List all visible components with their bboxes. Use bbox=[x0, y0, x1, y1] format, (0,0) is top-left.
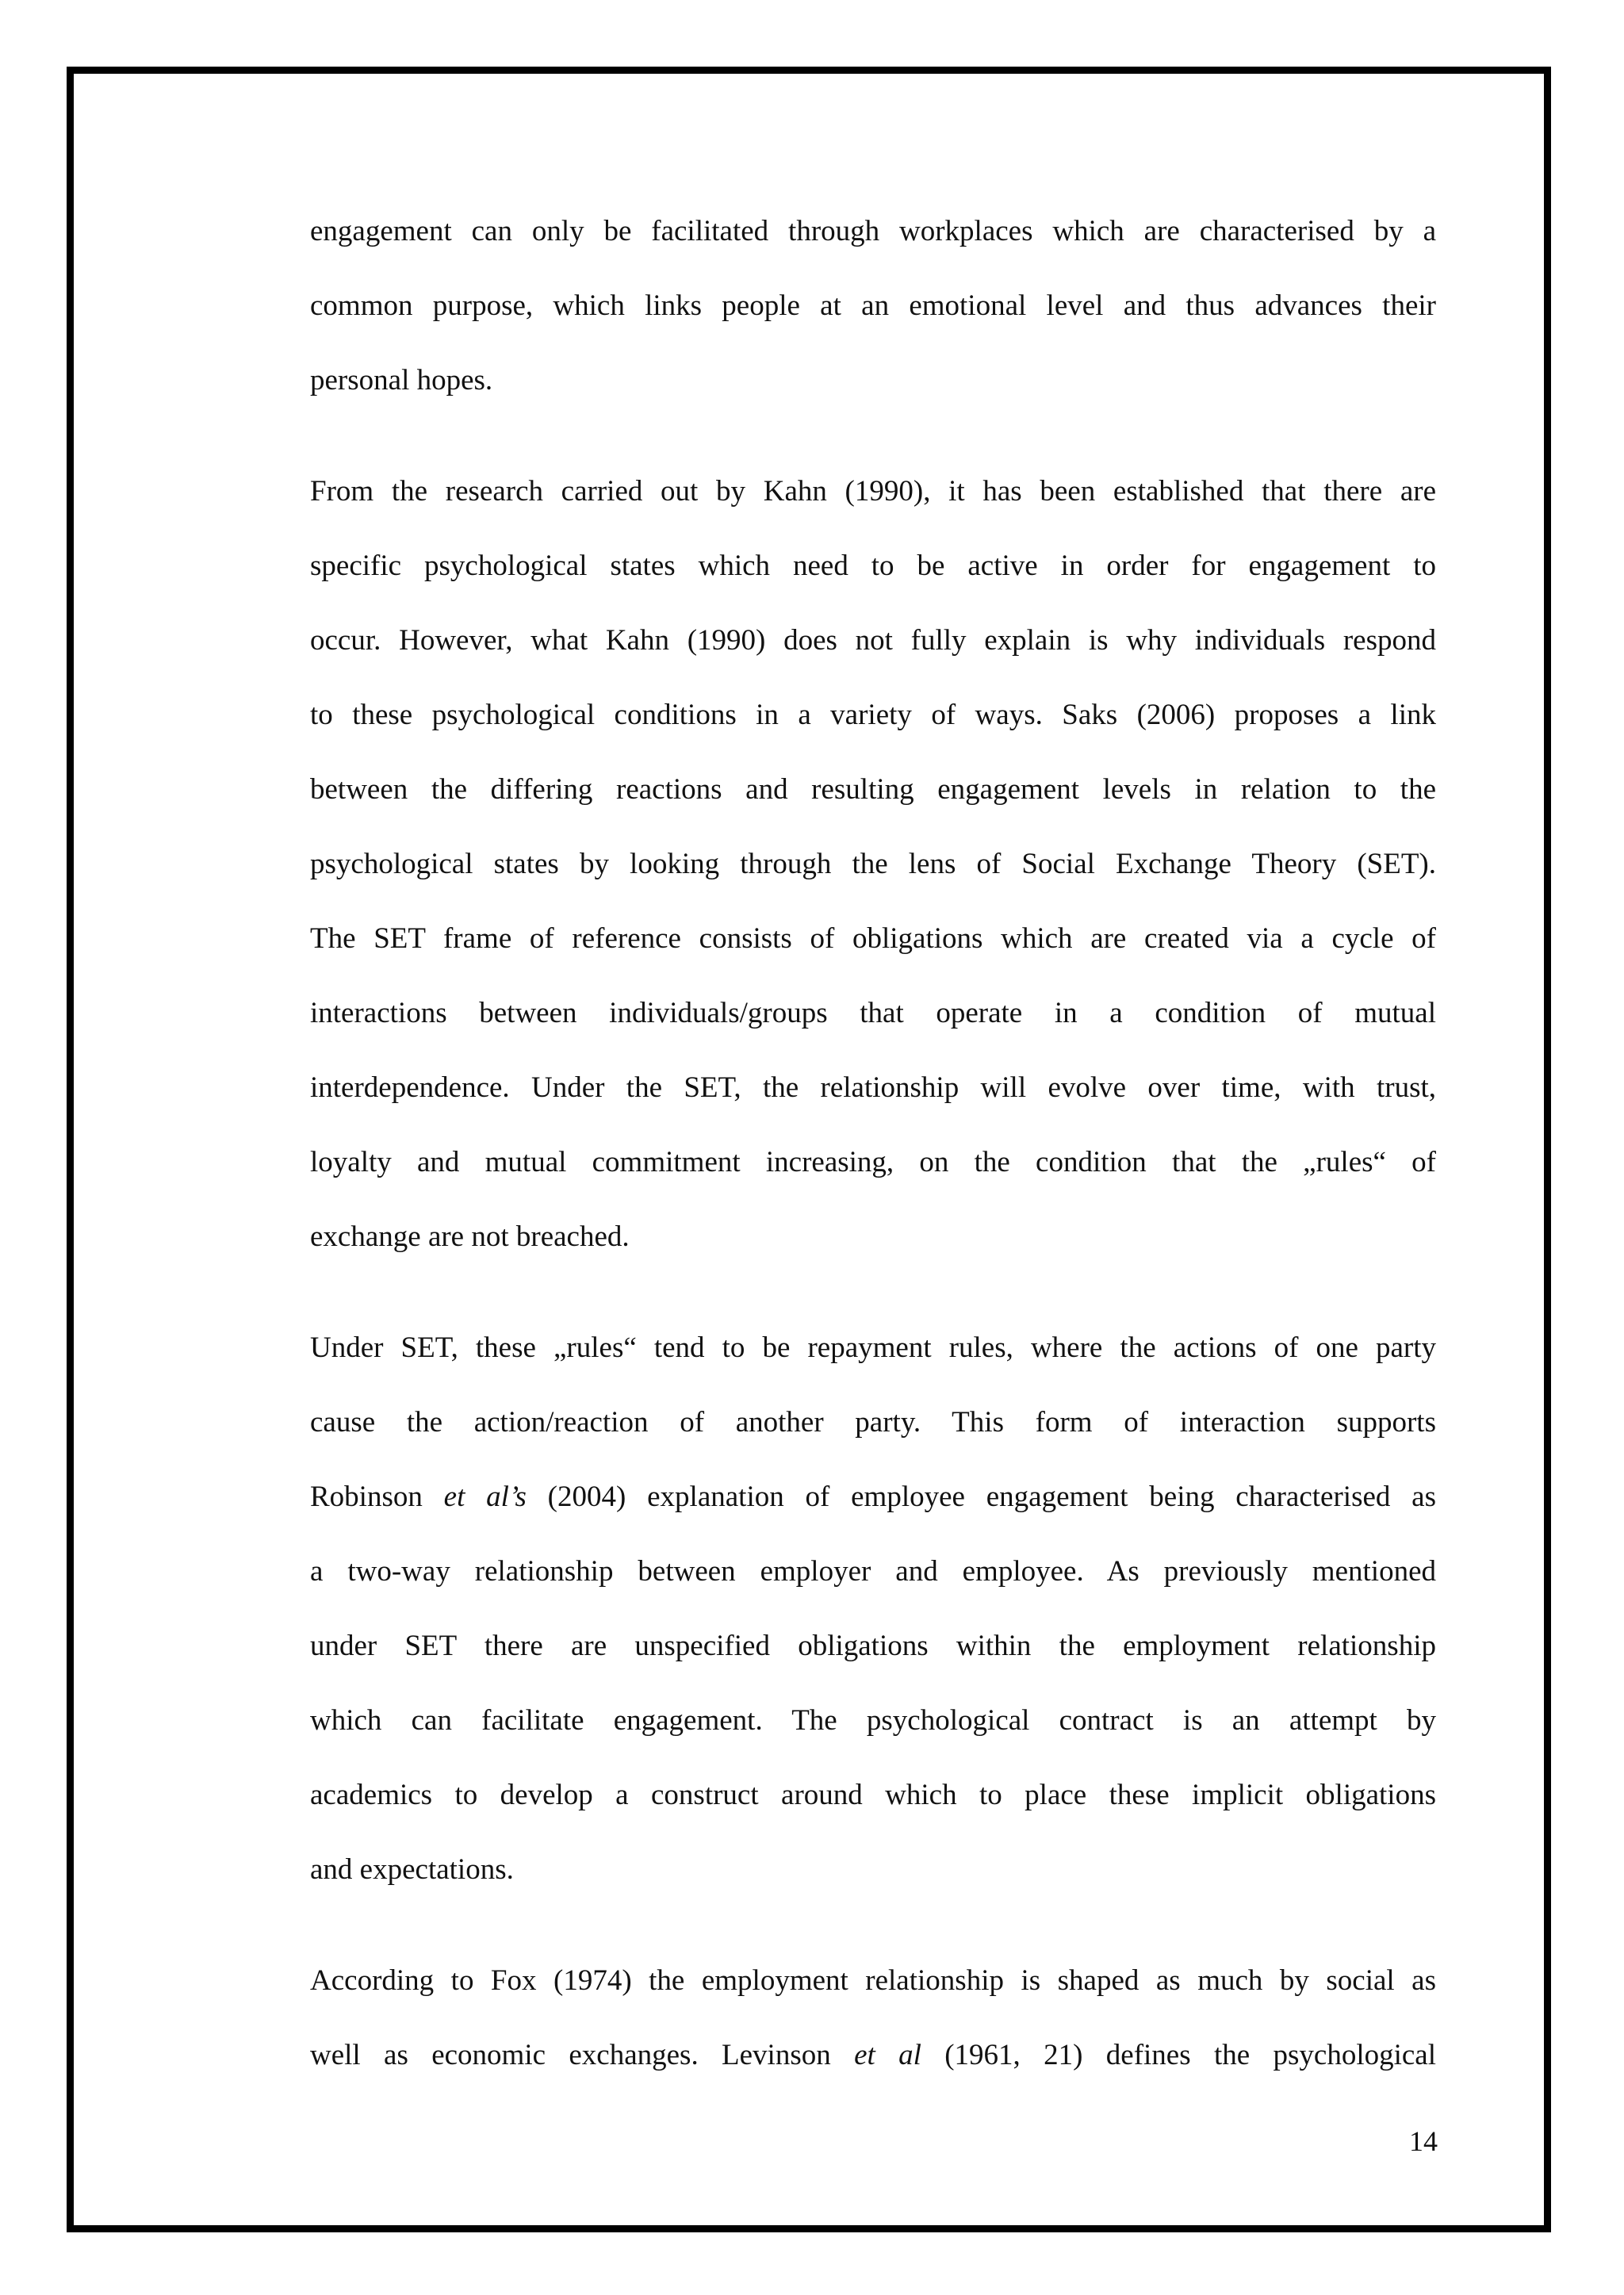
text-line: cause the action/reaction of another party. This form of interaction supports bbox=[310, 1406, 1436, 1439]
text-line: a two-way relationship between employer and employee. As previously mentioned bbox=[310, 1555, 1436, 1588]
italic-citation: et al’s bbox=[443, 1481, 527, 1513]
text-segment: (1961, 21) defines the psychological bbox=[921, 2039, 1437, 2071]
text-line: engagement can only be facilitated through workplaces which are characterised by a bbox=[310, 215, 1436, 247]
text-line: From the research carried out by Kahn (1990), it has been established that there are bbox=[310, 475, 1436, 508]
paragraph-1 bbox=[310, 194, 1436, 418]
paragraph-4 bbox=[310, 1944, 1436, 2093]
paragraph-2 bbox=[310, 454, 1436, 1274]
text-line: to these psychological conditions in a variety of ways. Saks (2006) proposes a link bbox=[310, 699, 1436, 731]
text-line: exchange are not breached. bbox=[310, 1220, 630, 1253]
text-line: specific psychological states which need to be active in order for engagement to bbox=[310, 550, 1436, 582]
text-line: and expectations. bbox=[310, 1853, 514, 1886]
text-line: common purpose, which links people at an emotional level and thus advances their bbox=[310, 289, 1436, 322]
text-line: interdependence. Under the SET, the relationship will evolve over time, with trust, bbox=[310, 1071, 1436, 1104]
text-line: under SET there are unspecified obligations within the employment relationship bbox=[310, 1630, 1436, 1662]
text-segment: Robinson bbox=[310, 1481, 444, 1513]
text-line: loyalty and mutual commitment increasing, on the condition that the „rules“ of bbox=[310, 1146, 1436, 1178]
text-line: between the differing reactions and resulting engagement levels in relation to the bbox=[310, 773, 1436, 806]
text-line: personal hopes. bbox=[310, 364, 493, 397]
text-segment: (2004) explanation of employee engagement being characterised as bbox=[526, 1481, 1437, 1513]
text-line: Under SET, these „rules“ tend to be repayment rules, where the actions of one party bbox=[310, 1331, 1436, 1364]
text-line: academics to develop a construct around which to place these implicit obligations bbox=[310, 1779, 1436, 1811]
text-line: According to Fox (1974) the employment relationship is shaped as much by social as bbox=[310, 1964, 1436, 1997]
text-line: occur. However, what Kahn (1990) does not fully explain is why individuals respond bbox=[310, 624, 1436, 657]
document-body bbox=[310, 194, 1436, 2093]
text-line-with-italic bbox=[310, 1460, 1436, 1534]
text-line: psychological states by looking through the lens of Social Exchange Theory (SET). bbox=[310, 848, 1436, 880]
page-number: 14 bbox=[1409, 2125, 1438, 2157]
paragraph-3 bbox=[310, 1311, 1436, 1907]
italic-citation: et al bbox=[854, 2039, 921, 2071]
text-segment: well as economic exchanges. Levinson bbox=[310, 2039, 855, 2071]
text-line: which can facilitate engagement. The psychological contract is an attempt by bbox=[310, 1704, 1436, 1737]
text-line: interactions between individuals/groups that operate in a condition of mutual bbox=[310, 997, 1436, 1029]
text-line-with-italic bbox=[310, 2018, 1436, 2093]
text-line: The SET frame of reference consists of obligations which are created via a cycle of bbox=[310, 922, 1436, 955]
